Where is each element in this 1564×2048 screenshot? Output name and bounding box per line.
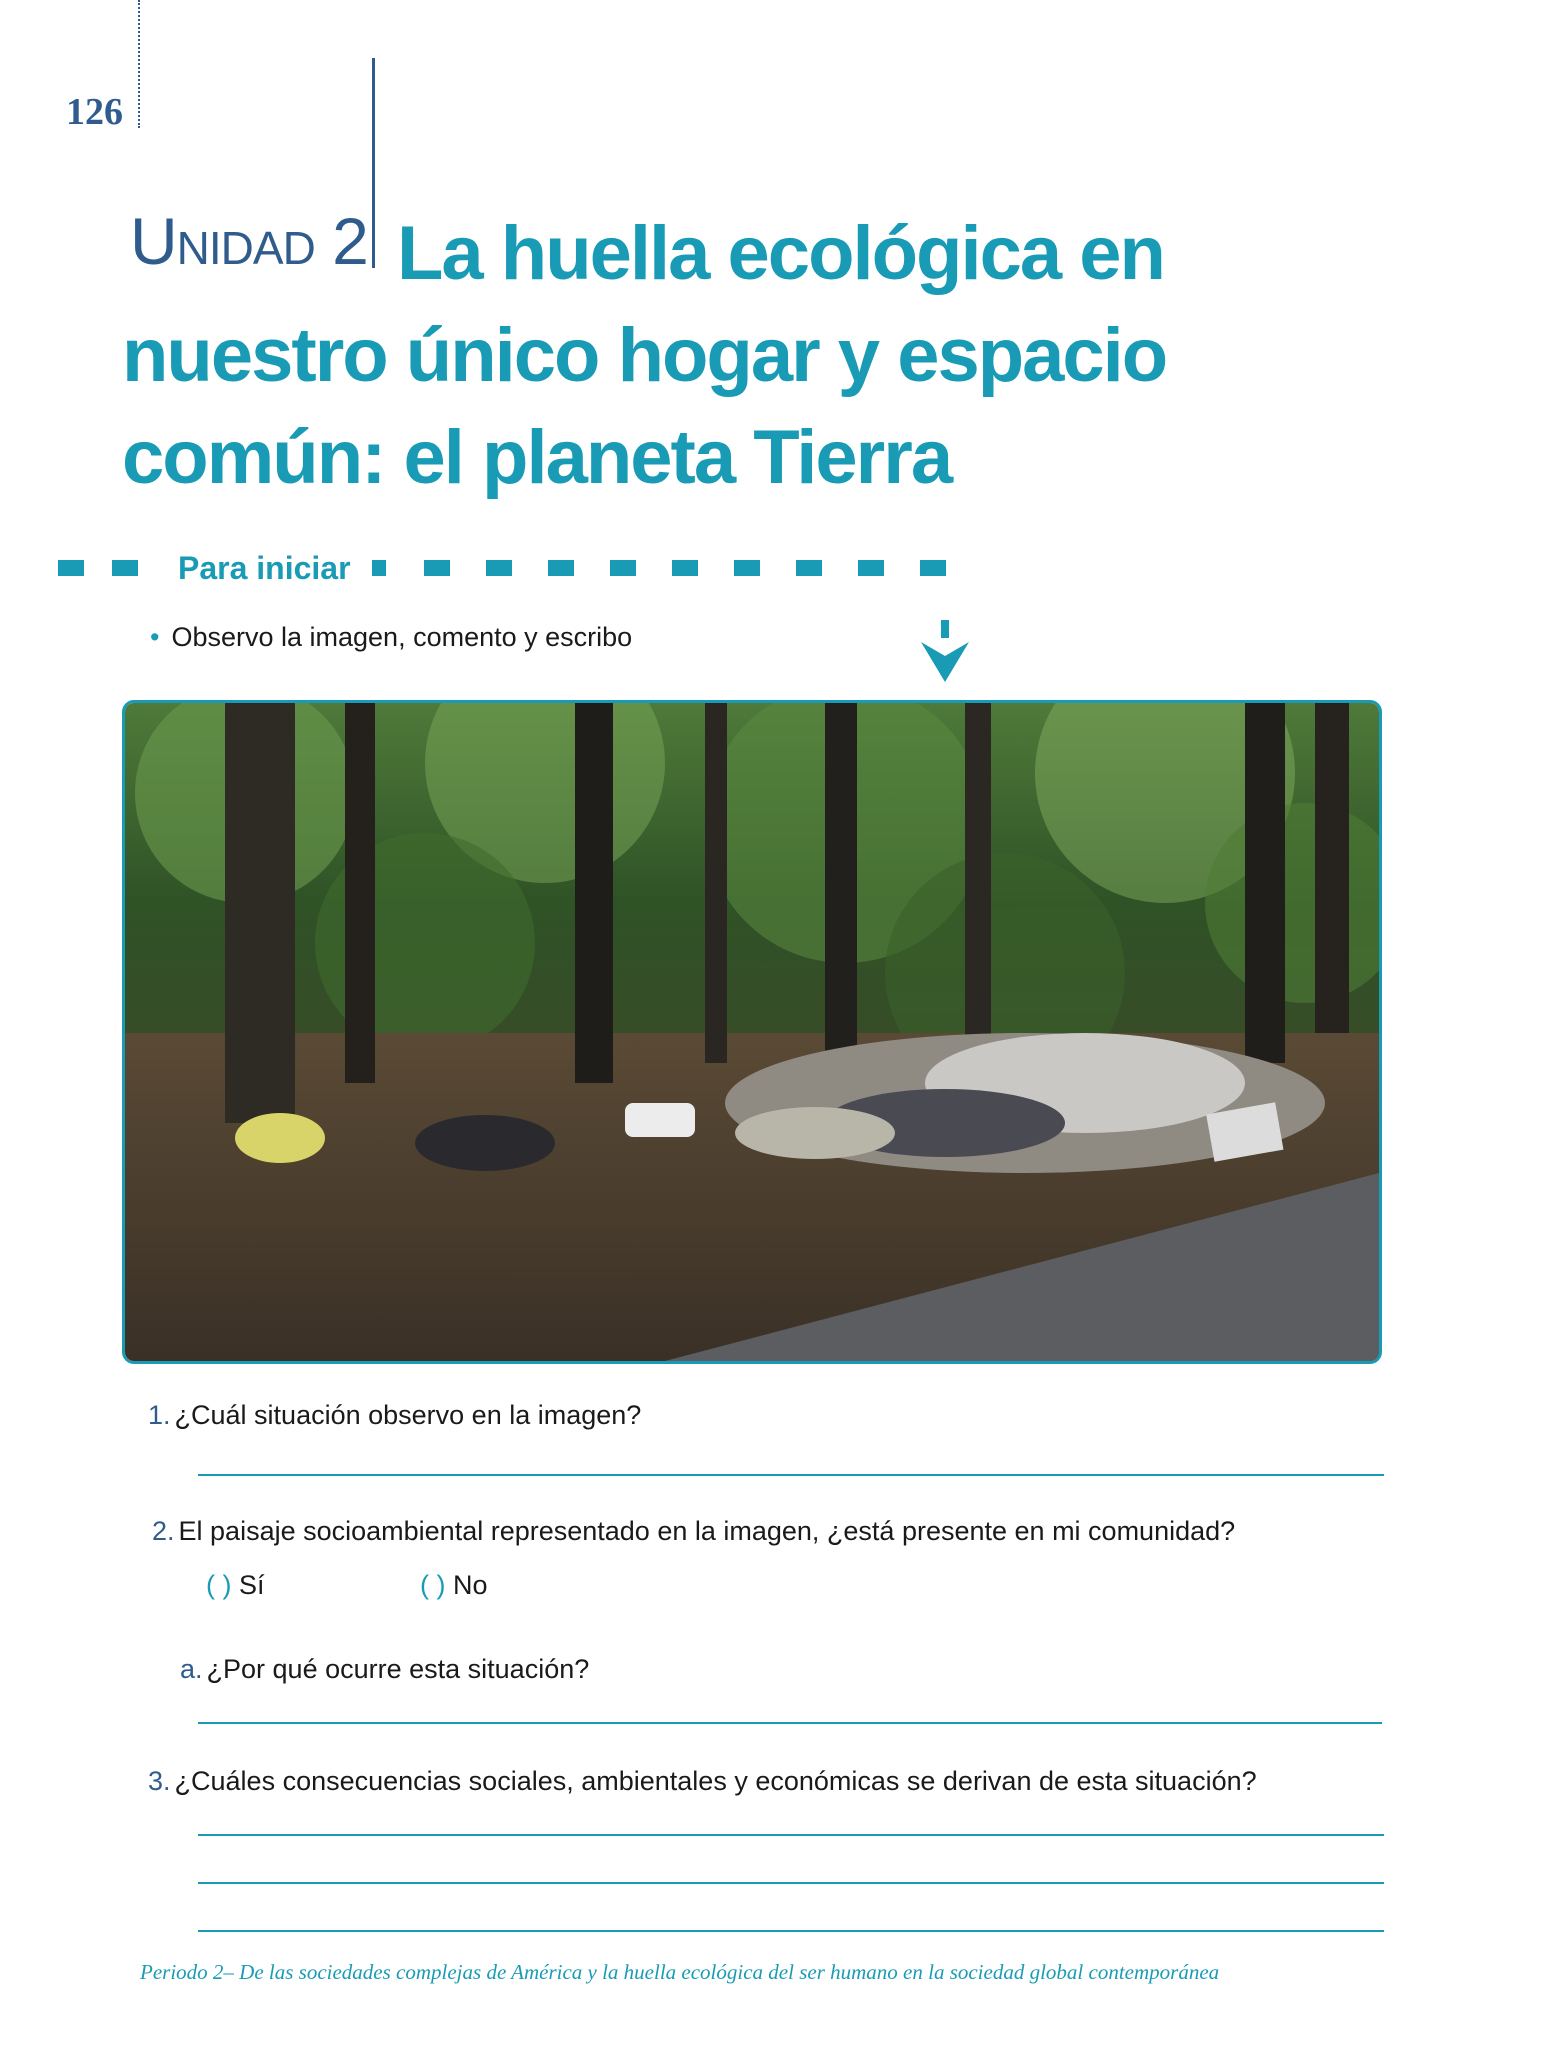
question-letter: a. bbox=[180, 1654, 203, 1684]
dash-decoration bbox=[424, 560, 450, 576]
dash-decoration bbox=[372, 560, 386, 576]
instruction bbox=[150, 622, 632, 653]
dash-decoration bbox=[734, 560, 760, 576]
question-text: ¿Cuál situación observo en la imagen? bbox=[174, 1400, 642, 1430]
option-no[interactable] bbox=[420, 1570, 488, 1601]
option-yes[interactable] bbox=[206, 1570, 265, 1601]
section-header bbox=[0, 540, 1564, 630]
answer-line[interactable] bbox=[198, 1882, 1384, 1884]
dash-decoration bbox=[672, 560, 698, 576]
section-label: Para iniciar bbox=[178, 550, 351, 586]
question-text: ¿Por qué ocurre esta situación? bbox=[206, 1654, 590, 1684]
dash-decoration bbox=[486, 560, 512, 576]
question-2 bbox=[152, 1516, 1235, 1547]
page-number: 126 bbox=[66, 91, 123, 133]
answer-line[interactable] bbox=[198, 1834, 1384, 1836]
forest-with-garbage-photo-icon bbox=[125, 703, 1379, 1361]
option-label: Sí bbox=[239, 1570, 265, 1600]
page-title: La huella ecológica en nuestro único hogar y espacio común: el planeta Tierra bbox=[122, 211, 1167, 500]
question-3 bbox=[148, 1766, 1257, 1797]
page-footer: Periodo 2– De las sociedades complejas de América y la huella ecológica del ser humano en la sociedad global contemporánea bbox=[140, 1960, 1220, 1984]
option-checkbox[interactable]: ( ) bbox=[420, 1570, 446, 1600]
question-2a bbox=[180, 1654, 589, 1685]
question-text: ¿Cuáles consecuencias sociales, ambientales y económicas se derivan de esta situación? bbox=[174, 1766, 1257, 1796]
dash-decoration bbox=[112, 560, 138, 576]
dash-decoration bbox=[610, 560, 636, 576]
answer-line[interactable] bbox=[198, 1930, 1384, 1932]
arrow-down-icon bbox=[920, 620, 970, 686]
question-1 bbox=[148, 1400, 641, 1431]
answer-line[interactable] bbox=[198, 1722, 1382, 1724]
unit-label: Unidad 2 bbox=[130, 204, 368, 278]
margin-dotted-line bbox=[138, 0, 140, 128]
dash-decoration bbox=[858, 560, 884, 576]
dash-decoration bbox=[796, 560, 822, 576]
dash-decoration bbox=[920, 560, 946, 576]
question-number: 3. bbox=[148, 1766, 171, 1796]
option-checkbox[interactable]: ( ) bbox=[206, 1570, 232, 1600]
option-label: No bbox=[453, 1570, 488, 1600]
dash-decoration bbox=[58, 560, 84, 576]
question-number: 2. bbox=[152, 1516, 175, 1546]
dash-decoration bbox=[548, 560, 574, 576]
instruction-text: Observo la imagen, comento y escribo bbox=[171, 622, 633, 652]
forest-garbage-photo bbox=[122, 700, 1382, 1364]
question-number: 1. bbox=[148, 1400, 171, 1430]
answer-line[interactable] bbox=[198, 1474, 1384, 1476]
bullet-icon: • bbox=[150, 622, 160, 652]
question-text: El paisaje socioambiental representado en la imagen, ¿está presente en mi comunidad? bbox=[178, 1516, 1236, 1546]
